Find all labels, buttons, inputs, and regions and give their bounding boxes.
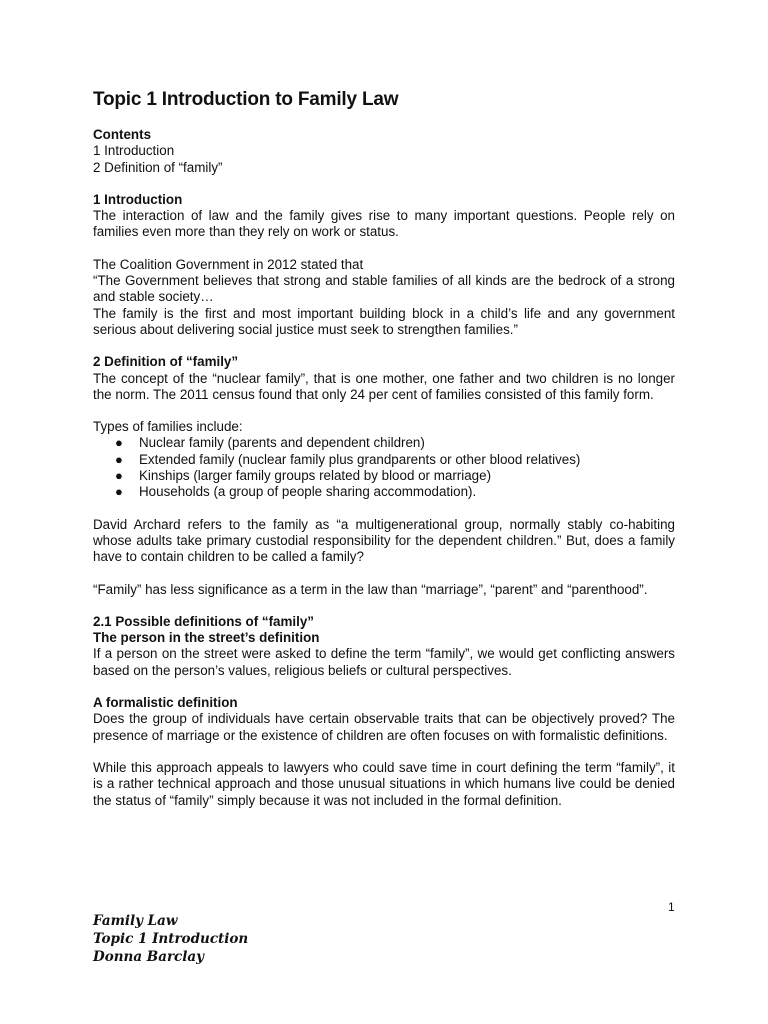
- contents-heading: Contents: [93, 127, 152, 142]
- paragraph: The interaction of law and the family gives rise to many important questions. People rely on families even more than they rely on work or status.: [93, 208, 675, 240]
- list-item: ● Kinships (larger family groups related by blood or marriage): [115, 468, 492, 484]
- document-title: Topic 1 Introduction to Family Law: [93, 89, 399, 110]
- contents-item: 2 Definition of “family”: [93, 159, 223, 175]
- footer-line: Topic 1 Introduction: [93, 931, 249, 947]
- paragraph: “Family” has less significance as a term in the law than “marriage”, “parent” and “parenthood”.: [93, 581, 648, 597]
- bullet-icon: ●: [115, 435, 123, 451]
- bullet-icon: ●: [115, 484, 123, 500]
- subsection-heading: The person in the street’s definition: [93, 630, 320, 646]
- footer-line: Donna Barclay: [93, 949, 204, 965]
- footer: [93, 912, 248, 966]
- quote-paragraph: The family is the first and most important building block in a child’s life and any government serious about delivering social justice must seek to strengthen families.”: [93, 305, 675, 337]
- list-intro: Types of families include:: [93, 419, 243, 435]
- section-heading-definition: 2 Definition of “family”: [93, 354, 239, 370]
- family-types-list: [93, 435, 675, 500]
- list-item: ● Extended family (nuclear family plus grandparents or other blood relatives): [115, 451, 581, 467]
- paragraph: The Coalition Government in 2012 stated that: [93, 256, 364, 272]
- list-item: ● Nuclear family (parents and dependent children): [115, 435, 425, 451]
- document-body: [93, 88, 675, 809]
- subsection-heading: A formalistic definition: [93, 695, 238, 711]
- list-item: ● Households (a group of people sharing accommodation).: [115, 484, 477, 500]
- bullet-icon: ●: [115, 468, 123, 484]
- quote-paragraph: “The Government believes that strong and stable families of all kinds are the bedrock of a strong and stable society…: [93, 273, 675, 305]
- subsection-heading: 2.1 Possible definitions of “family”: [93, 613, 314, 629]
- contents-item: 1 Introduction: [93, 143, 175, 159]
- paragraph: While this approach appeals to lawyers who could save time in court defining the term “family”, it is a rather technical approach and those unusual situations in which humans live could be denied the status of “family” simply because it was not included in the formal definition.: [93, 759, 675, 808]
- paragraph: Does the group of individuals have certain observable traits that can be objectively proved? The presence of marriage or the existence of children are often focuses on with formalistic definitions.: [93, 711, 675, 743]
- section-heading-introduction: 1 Introduction: [93, 191, 183, 207]
- paragraph: David Archard refers to the family as “a multigenerational group, normally stably co-habiting whose adults take primary custodial responsibility for the dependent children.” But, does a family have to contain children to be called a family?: [93, 516, 675, 565]
- bullet-icon: ●: [115, 451, 123, 467]
- paragraph: If a person on the street were asked to define the term “family”, we would get conflicting answers based on the person’s values, religious beliefs or cultural perspectives.: [93, 646, 675, 678]
- page-number: 1: [668, 900, 675, 914]
- paragraph: The concept of the “nuclear family”, that is one mother, one father and two children is no longer the norm. The 2011 census found that only 24 per cent of families consisted of this family form.: [93, 370, 675, 402]
- footer-line: Family Law: [93, 913, 178, 929]
